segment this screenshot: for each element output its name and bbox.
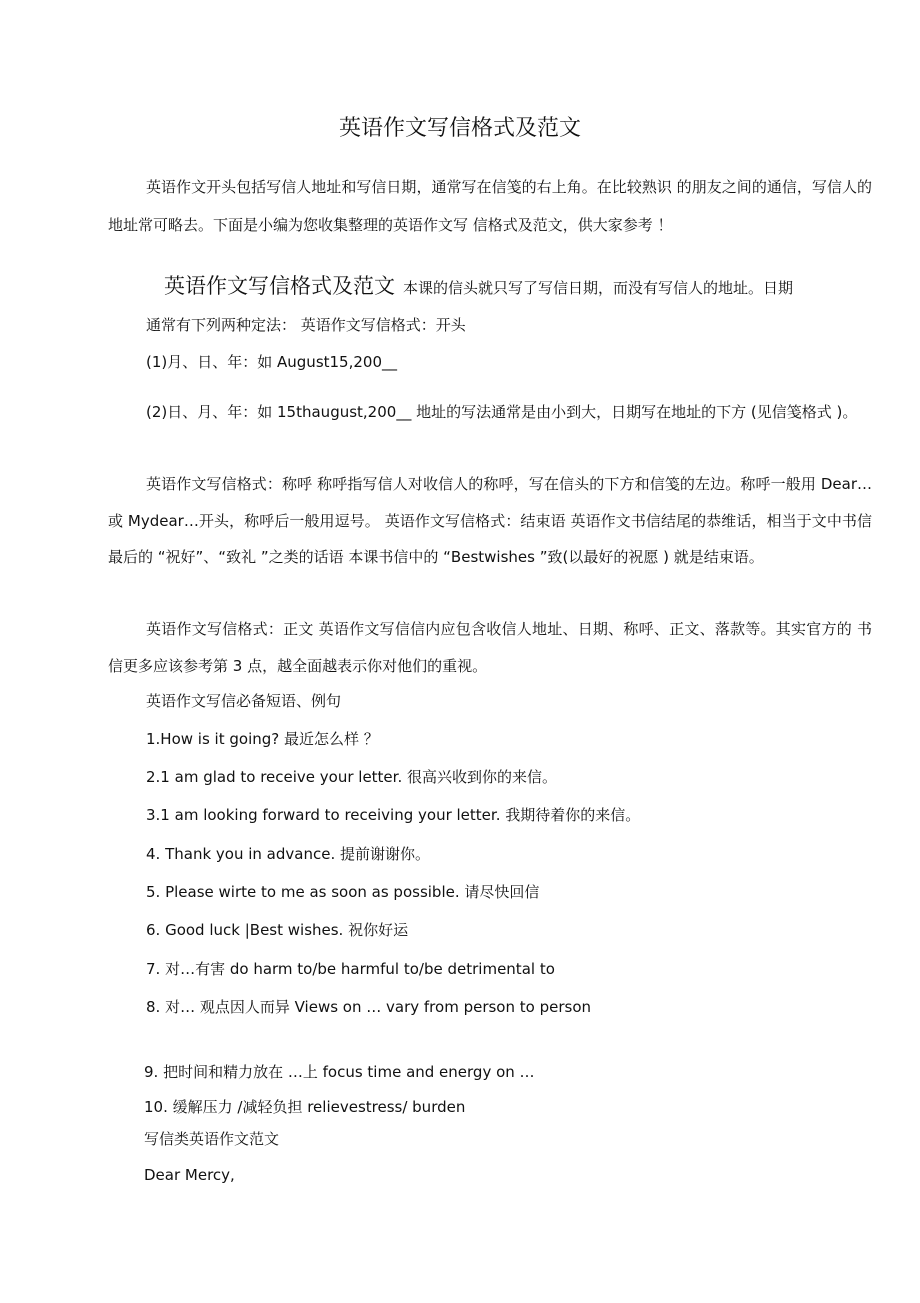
phrase-item: 10. 缓解压力 /减轻负担 relievestress/ burden bbox=[144, 1098, 466, 1116]
section-heading-paragraph bbox=[108, 268, 872, 344]
phrase-item: 6. Good luck |Best wishes. 祝你好运 bbox=[146, 921, 409, 939]
phrase-item: 9. 把时间和精力放在 …上 focus time and energy on … bbox=[144, 1063, 535, 1081]
letter-greeting: Dear Mercy, bbox=[144, 1166, 235, 1184]
phrase-item: 1.How is it going? 最近怎么样 ？ bbox=[146, 730, 379, 748]
body-paragraph: 英语作文写信格式：正文 英语作文写信信内应包含收信人地址、日期、称呼、正文、落款等。其实官方的 书信更多应该参考第 3 点，越全面越表示你对他们的重视。 bbox=[108, 620, 872, 675]
date-format-1: (1)月、日、年：如 August15,200__ bbox=[146, 353, 397, 371]
phrase-item: 4. Thank you in advance. 提前谢谢你。 bbox=[146, 845, 430, 863]
phrase-item: 3.1 am looking forward to receiving your letter. 我期待着你的来信。 bbox=[146, 806, 641, 824]
intro-paragraph: 英语作文开头包括写信人地址和写信日期，通常写在信笺的右上角。在比较熟识 的朋友之间的通信，写信人的地址常可略去。下面是小编为您收集整理的英语作文写 信格式及范文，供大家参考 ！ bbox=[108, 178, 872, 234]
sample-heading: 写信类英语作文范文 bbox=[144, 1130, 280, 1148]
document-title: 英语作文写信格式及范文 bbox=[338, 116, 581, 141]
phrase-item: 8. 对… 观点因人而异 Views on … vary from person to person bbox=[146, 998, 591, 1016]
date-format-2: (2)日、月、年：如 15thaugust,200__ 地址的写法通常是由小到大，日期写在地址的下方 (见信笺格式 )。 bbox=[146, 403, 858, 421]
phrase-item: 7. 对…有害 do harm to/be harmful to/be detrimental to bbox=[146, 960, 555, 978]
section-heading-rest: 本课的信头就只写了写信日期，而没有写信人的地址。日期 bbox=[403, 279, 794, 297]
phrases-heading: 英语作文写信必备短语、例句 bbox=[146, 692, 342, 710]
section-heading: 英语作文写信格式及范文 bbox=[164, 274, 395, 298]
phrase-item: 5. Please wirte to me as soon as possible. 请尽快回信 bbox=[146, 883, 540, 901]
salutation-paragraph: 英语作文写信格式：称呼 称呼指写信人对收信人的称呼，写在信头的下方和信笺的左边。称呼一般用 Dear…或 Mydear…开头，称呼后一般用逗号。 英语作文写信格式：结束语 英语作文书信结尾的恭维话，相当于文中书信最后的 “祝好”、“致礼 ”之类的话语 本课书信中的 “Bestwishes ”致(以最好的祝愿 ) 就是结束语。 bbox=[108, 475, 872, 566]
section-heading-continuation: 通常有下列两种定法： 英语作文写信格式：开头 bbox=[146, 316, 466, 334]
phrase-item: 2.1 am glad to receive your letter. 很高兴收到你的来信。 bbox=[146, 768, 557, 786]
